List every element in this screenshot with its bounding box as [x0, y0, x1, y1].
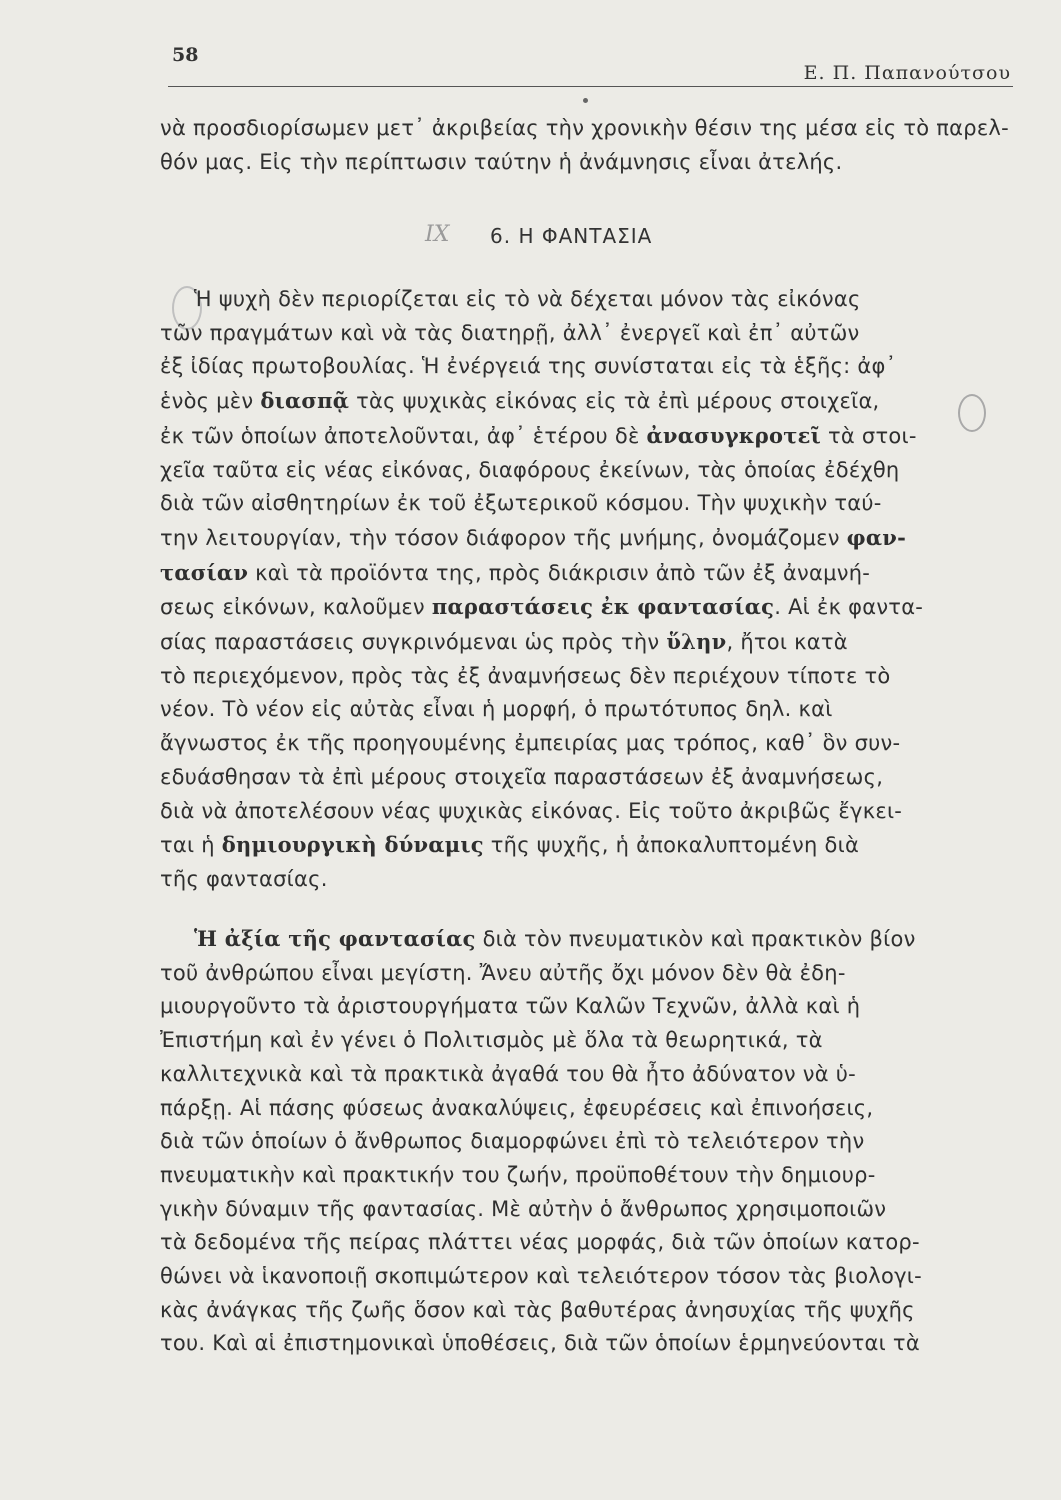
bold-term: τασίαν: [160, 559, 249, 585]
opening-text: [160, 112, 1010, 179]
paragraph-value-of-imagination: [160, 922, 1010, 1361]
text-line: Ἐπιστήμη καὶ ἐν γένει ὁ Πολιτισμὸς μὲ ὅλα τὰ θεωρητικά, τὰ: [160, 1028, 823, 1053]
text-line: πνευματικὴν καὶ πρακτικήν του ζωήν, προϋποθέτουν τὴν δημιουρ-: [160, 1162, 876, 1187]
text-line: κὰς ἀνάγκας τῆς ζωῆς ὅσον καὶ τὰς βαθυτέρας ἀνησυχίας τῆς ψυχῆς: [160, 1297, 915, 1322]
text-line: θόν μας. Εἰς τὴν περίπτωσιν ταύτην ἡ ἀνάμνησις εἶναι ἀτελής.: [160, 149, 843, 174]
text-line: νέον. Τὸ νέον εἰς αὐτὰς εἶναι ἡ μορφή, ὁ πρωτότυπος δηλ. καὶ: [160, 697, 833, 722]
paragraph-imagination: [160, 283, 1010, 897]
text-line: ἄγνωστος ἐκ τῆς προηγουμένης ἐμπειρίας μας τρόπος, καθ᾽ ὃν συν-: [160, 731, 901, 756]
text-line: τὸ περιεχόμενον, πρὸς τὰς ἐξ ἀναμνήσεως δὲν περιέχουν τίποτε τὸ: [160, 663, 891, 688]
text-line: θώνει νὰ ἱκανοποιῇ σκοπιμώτερον καὶ τελειότερον τόσον τὰς βιολογι-: [160, 1264, 922, 1289]
text-line: την λειτουργίαν, τὴν τόσον διάφορον τῆς μνήμης, ὀνομάζομεν φαν-: [160, 524, 907, 550]
text-line: τὰ δεδομένα τῆς πείρας πλάττει νέας μορφάς, διὰ τῶν ὁποίων κατορ-: [160, 1230, 920, 1255]
page-number: 58: [172, 44, 199, 66]
bold-term: φαν-: [846, 524, 907, 550]
text-line: ἐκ τῶν ὁποίων ἀποτελοῦνται, ἀφ᾽ ἑτέρου δὲ ἀνασυγκροτεῖ τὰ στοι-: [160, 422, 917, 448]
ink-speck: [583, 98, 588, 103]
text-line: τοῦ ἀνθρώπου εἶναι μεγίστη. Ἄνευ αὐτῆς ὄχι μόνον δὲν θὰ ἐδη-: [160, 960, 846, 985]
text-line: ται ἡ δημιουργικὴ δύναμις τῆς ψυχῆς, ἡ ἀποκαλυπτομένη διὰ: [160, 832, 860, 858]
bold-term: Ἡ ἀξία τῆς φαντασίας: [194, 926, 476, 951]
text-line: Ἡ ψυχὴ δὲν περιορίζεται εἰς τὸ νὰ δέχεται μόνον τὰς εἰκόνας: [194, 287, 861, 311]
text-line: εδυάσθησαν τὰ ἐπὶ μέρους στοιχεῖα παραστάσεων ἐξ ἀναμνήσεως,: [160, 764, 884, 789]
text-line: τασίαν καὶ τὰ προϊόντα της, πρὸς διάκρισιν ἀπὸ τῶν ἐξ ἀναμνή-: [160, 559, 871, 585]
text-line: σεως εἰκόνων, καλοῦμεν παραστάσεις ἐκ φαντασίας. Αἱ ἐκ φαντα-: [160, 594, 924, 620]
bold-term: ὕλην: [666, 629, 727, 655]
text-line: Ἡ ἀξία τῆς φαντασίας διὰ τὸν πνευματικὸν καὶ πρακτικὸν βίον: [194, 926, 916, 951]
text-line: γικὴν δύναμιν τῆς φαντασίας. Μὲ αὐτὴν ὁ ἄνθρωπος χρησιμοποιῶν: [160, 1196, 887, 1221]
section-title: 6. Η ΦΑΝΤΑΣΙΑ: [490, 224, 653, 248]
text-line: διὰ τῶν αἰσθητηρίων ἐκ τοῦ ἐξωτερικοῦ κόσμου. Τὴν ψυχικὴν ταύ-: [160, 491, 882, 516]
handwritten-margin-note: ΙΧ: [425, 222, 450, 247]
text-line: μιουργοῦντο τὰ ἀριστουργήματα τῶν Καλῶν Τεχνῶν, ἀλλὰ καὶ ἡ: [160, 994, 861, 1019]
text-line: χεῖα ταῦτα εἰς νέας εἰκόνας, διαφόρους ἐκείνων, τὰς ὁποίας ἐδέχθη: [160, 457, 900, 482]
text-line: του. Καὶ αἱ ἐπιστημονικαὶ ὑποθέσεις, διὰ τῶν ὁποίων ἑρμηνεύονται τὰ: [160, 1331, 920, 1356]
bold-term: ἀνασυγκροτεῖ: [646, 422, 822, 448]
text-line: σίας παραστάσεις συγκρινόμεναι ὡς πρὸς τὴν ὕλην, ἤτοι κατὰ: [160, 629, 848, 655]
text-line: πάρξῃ. Αἱ πάσης φύσεως ἀνακαλύψεις, ἐφευρέσεις καὶ ἐπινοήσεις,: [160, 1095, 874, 1120]
text-line: τῶν πραγμάτων καὶ νὰ τὰς διατηρῇ, ἀλλ᾽ ἐνεργεῖ καὶ ἐπ᾽ αὐτῶν: [160, 320, 860, 345]
bold-term: δημιουργικὴ δύναμις: [221, 832, 484, 858]
text-line: καλλιτεχνικὰ καὶ τὰ πρακτικὰ ἀγαθά του θὰ ἦτο ἀδύνατον νὰ ὑ-: [160, 1061, 856, 1086]
bold-term: διασπᾷ: [260, 388, 350, 414]
header-rule: [168, 86, 1013, 87]
text-line: διὰ τῶν ὁποίων ὁ ἄνθρωπος διαμορφώνει ἐπὶ τὸ τελειότερον τὴν: [160, 1129, 865, 1154]
text-line: ἐξ ἰδίας πρωτοβουλίας. Ἡ ἐνέργειά της συνίσταται εἰς τὰ ἑξῆς: ἀφ᾽: [160, 354, 897, 379]
running-head: Ε. Π. Παπανούτσου: [803, 62, 1011, 84]
text-line: διὰ νὰ ἀποτελέσουν νέας ψυχικὰς εἰκόνας. Εἰς τοῦτο ἀκριβῶς ἔγκει-: [160, 798, 903, 823]
bold-term: παραστάσεις ἐκ φαντασίας: [431, 594, 775, 620]
text-line: ἑνὸς μὲν διασπᾷ τὰς ψυχικὰς εἰκόνας εἰς τὰ ἐπὶ μέρους στοιχεῖα,: [160, 388, 880, 414]
text-line: τῆς φαντασίας.: [160, 866, 328, 891]
text-line: νὰ προσδιορίσωμεν μετ᾽ ἀκριβείας τὴν χρονικὴν θέσιν της μέσα εἰς τὸ παρελ-: [160, 116, 1009, 140]
